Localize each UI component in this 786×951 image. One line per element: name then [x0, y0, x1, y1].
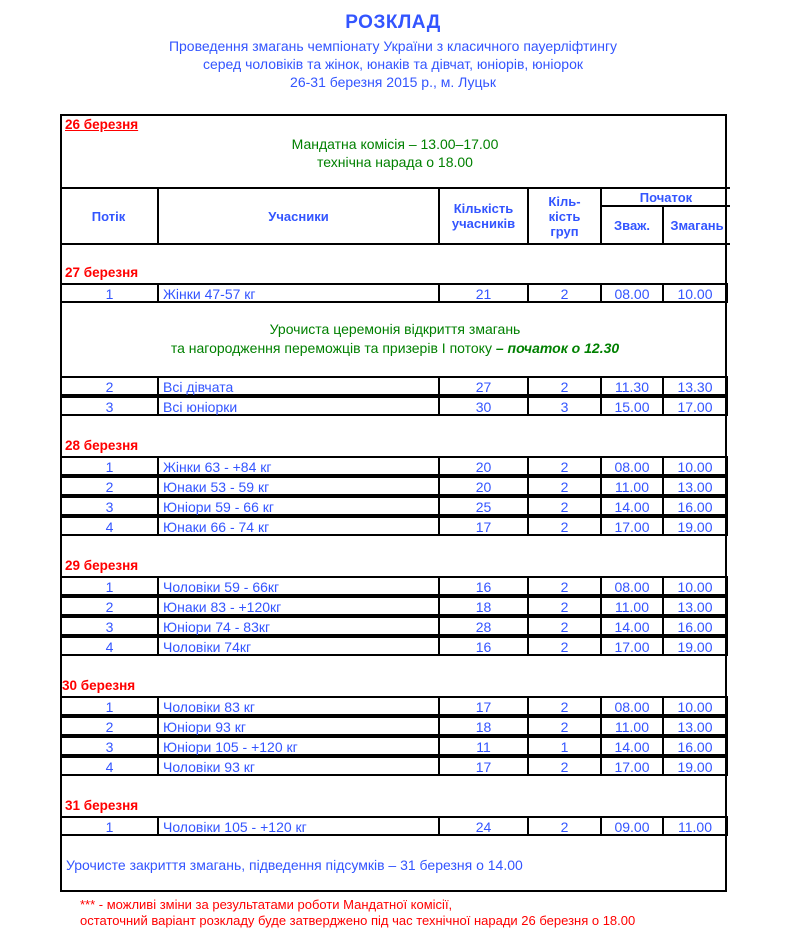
cell-count: 20 — [438, 476, 527, 496]
day-date: 29 березня — [65, 558, 139, 573]
cell-groups: 2 — [527, 516, 600, 536]
cell-compete: 10.00 — [662, 456, 728, 476]
cell-weigh: 08.00 — [600, 696, 662, 716]
cell-groups: 2 — [527, 756, 600, 776]
subtitle-line-2: серед чоловіків та жінок, юнаків та дівчат, юніорів, юніорок — [202, 56, 583, 72]
cell-groups: 1 — [527, 736, 600, 756]
table-row — [60, 616, 730, 636]
cell-flow: 4 — [60, 636, 157, 656]
cell-participants: Юнаки 53 - 59 кг — [157, 476, 438, 496]
cell-weigh: 08.00 — [600, 456, 662, 476]
cell-participants: Чоловіки 93 кг — [157, 756, 438, 776]
cell-groups: 2 — [527, 696, 600, 716]
cell-flow: 2 — [60, 376, 157, 396]
day-date: 28 березня — [65, 438, 139, 453]
day-26-date: 26 березня — [65, 117, 139, 132]
cell-flow: 1 — [60, 283, 157, 303]
cell-groups: 3 — [527, 396, 600, 416]
cell-participants: Чоловіки 74кг — [157, 636, 438, 656]
cell-weigh: 14.00 — [600, 496, 662, 516]
cell-flow: 4 — [60, 516, 157, 536]
cell-weigh: 15.00 — [600, 396, 662, 416]
cell-participants: Всі дівчата — [157, 376, 438, 396]
cell-count: 25 — [438, 496, 527, 516]
table-row — [60, 283, 730, 303]
cell-groups: 2 — [527, 636, 600, 656]
cell-compete: 19.00 — [662, 636, 728, 656]
ceremony-line-1: Урочиста церемонія відкриття змагань — [269, 321, 521, 337]
cell-count: 17 — [438, 696, 527, 716]
cell-compete: 17.00 — [662, 396, 728, 416]
cell-flow: 2 — [60, 476, 157, 496]
cell-flow: 3 — [60, 616, 157, 636]
footnote-line-1: *** - можливі зміни за результатами роботи Мандатної комісії, — [80, 897, 453, 912]
cell-flow: 3 — [60, 396, 157, 416]
cell-participants: Юніори 74 - 83кг — [157, 616, 438, 636]
cell-groups: 2 — [527, 376, 600, 396]
cell-weigh: 17.00 — [600, 516, 662, 536]
cell-flow: 1 — [60, 696, 157, 716]
cell-compete: 13.00 — [662, 716, 728, 736]
cell-participants: Жінки 63 - +84 кг — [157, 456, 438, 476]
cell-count: 18 — [438, 596, 527, 616]
technical-meeting: технічна нарада о 18.00 — [317, 154, 473, 170]
table-row — [60, 716, 730, 736]
cell-count: 27 — [438, 376, 527, 396]
cell-compete: 19.00 — [662, 516, 728, 536]
col-header-groups: Кіль-кість груп — [548, 193, 581, 239]
col-header-compete: Змагань — [670, 217, 724, 233]
cell-weigh: 17.00 — [600, 756, 662, 776]
cell-weigh: 11.00 — [600, 596, 662, 616]
cell-groups: 2 — [527, 596, 600, 616]
cell-weigh: 17.00 — [600, 636, 662, 656]
cell-participants: Юнаки 83 - +120кг — [157, 596, 438, 616]
table-row — [60, 816, 730, 836]
cell-flow: 4 — [60, 756, 157, 776]
cell-compete: 19.00 — [662, 756, 728, 776]
table-row — [60, 576, 730, 596]
cell-weigh: 14.00 — [600, 736, 662, 756]
cell-flow: 2 — [60, 716, 157, 736]
cell-count: 11 — [438, 736, 527, 756]
col-header-weigh: Зваж. — [613, 217, 651, 233]
mandate-commission: Мандатна комісія – 13.00–17.00 — [291, 136, 499, 152]
col-header-participants: Учасники — [268, 208, 329, 224]
table-row — [60, 756, 730, 776]
cell-weigh: 11.30 — [600, 376, 662, 396]
ceremony-line-2 — [60, 339, 730, 357]
cell-compete: 16.00 — [662, 616, 728, 636]
cell-flow: 3 — [60, 496, 157, 516]
cell-groups: 2 — [527, 816, 600, 836]
cell-compete: 10.00 — [662, 576, 728, 596]
cell-participants: Чоловіки 105 - +120 кг — [157, 816, 438, 836]
table-row — [60, 476, 730, 496]
col-header-count: Кількість учасників — [451, 201, 516, 231]
cell-count: 28 — [438, 616, 527, 636]
cell-participants: Юніори 105 - +120 кг — [157, 736, 438, 756]
cell-participants: Жінки 47-57 кг — [157, 283, 438, 303]
cell-count: 16 — [438, 576, 527, 596]
cell-weigh: 11.00 — [600, 476, 662, 496]
cell-participants: Всі юніорки — [157, 396, 438, 416]
table-row — [60, 496, 730, 516]
cell-groups: 2 — [527, 283, 600, 303]
cell-count: 17 — [438, 516, 527, 536]
cell-count: 24 — [438, 816, 527, 836]
cell-participants: Чоловіки 83 кг — [157, 696, 438, 716]
day-date: 30 березня — [62, 678, 136, 693]
page-title: РОЗКЛАД — [345, 12, 441, 33]
subtitle-line-1: Проведення змагань чемпіонату України з класичного пауерліфтингу — [168, 38, 618, 54]
table-row — [60, 456, 730, 476]
cell-count: 21 — [438, 283, 527, 303]
cell-groups: 2 — [527, 616, 600, 636]
cell-compete: 13.00 — [662, 596, 728, 616]
col-header-flow: Потік — [91, 208, 126, 224]
cell-weigh: 11.00 — [600, 716, 662, 736]
table-row — [60, 596, 730, 616]
cell-flow: 3 — [60, 736, 157, 756]
cell-groups: 2 — [527, 576, 600, 596]
cell-weigh: 08.00 — [600, 283, 662, 303]
cell-weigh: 09.00 — [600, 816, 662, 836]
cell-groups: 2 — [527, 716, 600, 736]
cell-count: 17 — [438, 756, 527, 776]
cell-count: 20 — [438, 456, 527, 476]
cell-flow: 1 — [60, 816, 157, 836]
table-row — [60, 736, 730, 756]
ceremony-start-time: – початок о 12.30 — [491, 340, 620, 356]
table-row — [60, 396, 730, 416]
cell-compete: 11.00 — [662, 816, 728, 836]
table-row — [60, 376, 730, 396]
cell-compete: 13.30 — [662, 376, 728, 396]
cell-compete: 16.00 — [662, 496, 728, 516]
cell-groups: 2 — [527, 496, 600, 516]
closing-ceremony: Урочисте закриття змагань, підведення підсумків – 31 березня о 14.00 — [66, 857, 523, 873]
cell-weigh: 14.00 — [600, 616, 662, 636]
subtitle-line-3: 26-31 березня 2015 р., м. Луцьк — [290, 74, 496, 90]
day-date: 27 березня — [65, 265, 139, 280]
cell-compete: 13.00 — [662, 476, 728, 496]
header-bottom-line — [60, 243, 730, 245]
col-header-start: Початок — [639, 189, 693, 205]
cell-compete: 10.00 — [662, 283, 728, 303]
cell-flow: 2 — [60, 596, 157, 616]
cell-participants: Чоловіки 59 - 66кг — [157, 576, 438, 596]
cell-participants: Юніори 59 - 66 кг — [157, 496, 438, 516]
cell-count: 18 — [438, 716, 527, 736]
cell-groups: 2 — [527, 476, 600, 496]
table-row — [60, 636, 730, 656]
cell-participants: Юніори 93 кг — [157, 716, 438, 736]
footnote-line-2: остаточний варіант розкладу буде затверджено під час технічної наради 26 березня о 18.00 — [80, 913, 636, 928]
cell-count: 30 — [438, 396, 527, 416]
table-row — [60, 696, 730, 716]
cell-participants: Юнаки 66 - 74 кг — [157, 516, 438, 536]
table-row — [60, 516, 730, 536]
ceremony-text: та нагородження переможців та призерів І потоку — [170, 340, 492, 356]
cell-count: 16 — [438, 636, 527, 656]
cell-weigh: 08.00 — [600, 576, 662, 596]
cell-groups: 2 — [527, 456, 600, 476]
cell-flow: 1 — [60, 576, 157, 596]
cell-flow: 1 — [60, 456, 157, 476]
cell-compete: 10.00 — [662, 696, 728, 716]
day-date: 31 березня — [65, 798, 139, 813]
cell-compete: 16.00 — [662, 736, 728, 756]
